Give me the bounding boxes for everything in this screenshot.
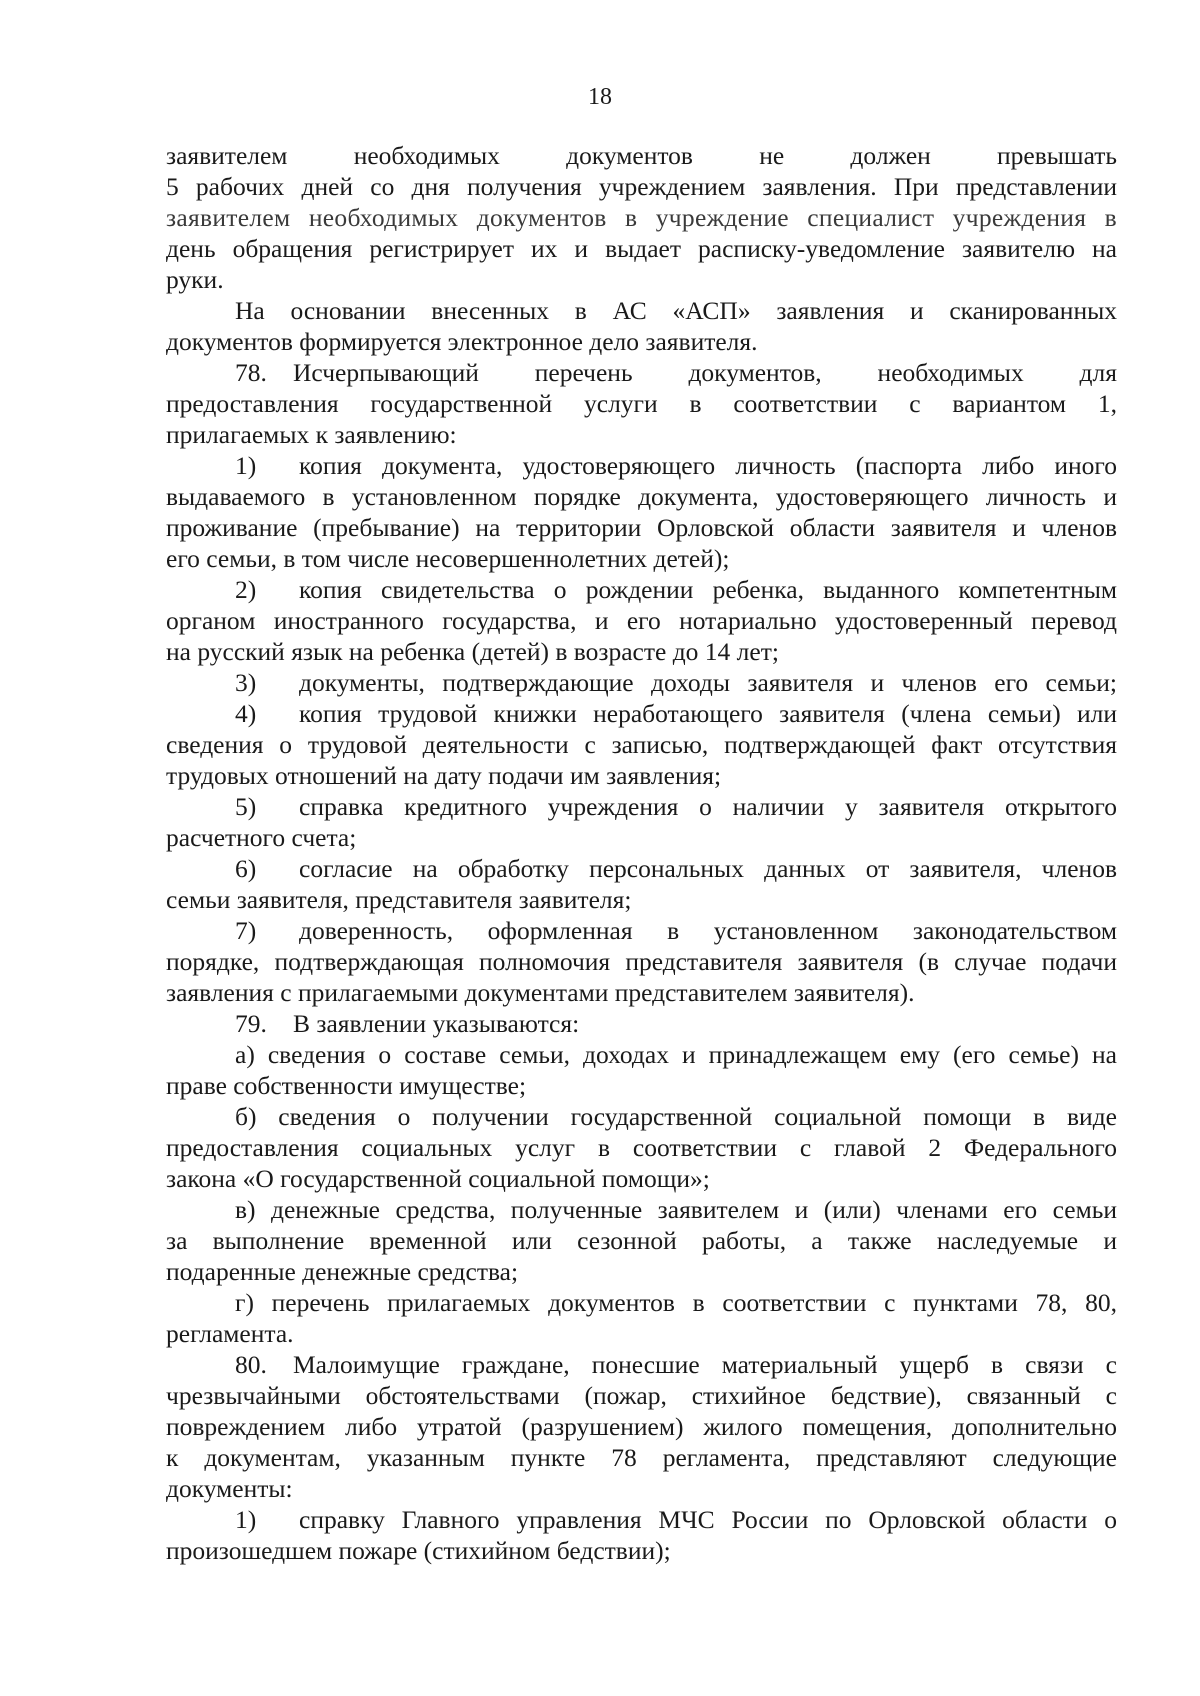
line-text: документы, подтверждающие доходы заявителя и членов его семьи; bbox=[299, 668, 1117, 697]
line-text: трудовых отношений на дату подачи им заявления; bbox=[166, 761, 722, 790]
line-text: прилагаемых к заявлению: bbox=[166, 420, 457, 449]
line-text: подаренные денежные средства; bbox=[166, 1257, 519, 1286]
text-line bbox=[166, 295, 1117, 326]
line-text: за выполнение временной или сезонной работы, а также наследуемые и bbox=[166, 1226, 1117, 1255]
line-text: согласие на обработку персональных данных от заявителя, членов bbox=[299, 854, 1117, 883]
text-line bbox=[166, 140, 1117, 171]
page-number: 18 bbox=[588, 84, 612, 110]
line-text: На основании внесенных в АС «АСП» заявления и сканированных bbox=[235, 296, 1117, 325]
line-text: заявителем необходимых документов в учреждение специалист учреждения в bbox=[166, 203, 1117, 232]
text-line bbox=[166, 1039, 1117, 1070]
line-text: расчетного счета; bbox=[166, 823, 357, 852]
line-text: семьи заявителя, представителя заявителя; bbox=[166, 885, 632, 914]
line-text: а) сведения о составе семьи, доходах и принадлежащем ему (его семье) на bbox=[235, 1040, 1117, 1069]
text-line bbox=[166, 388, 1117, 419]
line-text: копия документа, удостоверяющего личность (паспорта либо иного bbox=[299, 451, 1117, 480]
text-line bbox=[166, 1163, 1117, 1194]
text-line bbox=[166, 543, 1117, 574]
text-line bbox=[166, 1411, 1117, 1442]
line-text: его семьи, в том числе несовершеннолетних детей); bbox=[166, 544, 730, 573]
text-line bbox=[166, 822, 1117, 853]
item-number: 2) bbox=[235, 575, 257, 604]
text-line bbox=[166, 1070, 1117, 1101]
text-line bbox=[166, 326, 1117, 357]
line-text: копия свидетельства о рождении ребенка, выданного компетентным bbox=[299, 575, 1117, 604]
line-text: Исчерпывающий перечень документов, необходимых для bbox=[293, 358, 1117, 387]
item-number: 78. bbox=[235, 358, 267, 387]
text-line bbox=[166, 1318, 1117, 1349]
line-text: справка кредитного учреждения о наличии у заявителя открытого bbox=[299, 792, 1117, 821]
item-number: 1) bbox=[235, 451, 257, 480]
line-text: В заявлении указываются: bbox=[293, 1009, 580, 1038]
text-line bbox=[166, 1287, 1117, 1318]
text-line bbox=[166, 419, 1117, 450]
item-number: 79. bbox=[235, 1009, 267, 1038]
line-text: справку Главного управления МЧС России по Орловской области о bbox=[299, 1505, 1117, 1534]
line-text: 5 рабочих дней со дня получения учреждением заявления. При представлении bbox=[166, 172, 1117, 201]
text-line bbox=[166, 1008, 1117, 1039]
text-line bbox=[166, 512, 1117, 543]
text-line bbox=[166, 1225, 1117, 1256]
line-text: порядке, подтверждающая полномочия представителя заявителя (в случае подачи bbox=[166, 947, 1117, 976]
line-text: б) сведения о получении государственной социальной помощи в виде bbox=[235, 1102, 1117, 1131]
text-line bbox=[166, 1194, 1117, 1225]
text-line bbox=[166, 171, 1117, 202]
item-number: 4) bbox=[235, 699, 257, 728]
line-text: выдаваемого в установленном порядке документа, удостоверяющего личность и bbox=[166, 482, 1117, 511]
line-text: регламента. bbox=[166, 1319, 294, 1348]
line-text: проживание (пребывание) на территории Орловской области заявителя и членов bbox=[166, 513, 1117, 542]
text-line bbox=[166, 667, 1117, 698]
line-text: предоставления государственной услуги в соответствии с вариантом 1, bbox=[166, 389, 1117, 418]
text-line bbox=[166, 915, 1117, 946]
line-text: предоставления социальных услуг в соответствии с главой 2 Федерального bbox=[166, 1133, 1117, 1162]
line-text: на русский язык на ребенка (детей) в возрасте до 14 лет; bbox=[166, 637, 779, 666]
text-line bbox=[166, 357, 1117, 388]
text-line bbox=[166, 1256, 1117, 1287]
item-number: 6) bbox=[235, 854, 257, 883]
line-text: доверенность, оформленная в установленном законодательством bbox=[299, 916, 1117, 945]
text-line bbox=[166, 605, 1117, 636]
item-number: 5) bbox=[235, 792, 257, 821]
line-text: копия трудовой книжки неработающего заявителя (члена семьи) или bbox=[299, 699, 1117, 728]
line-text: день обращения регистрирует их и выдает расписку-уведомление заявителю на bbox=[166, 234, 1117, 263]
line-text: документы: bbox=[166, 1474, 293, 1503]
item-number: 7) bbox=[235, 916, 257, 945]
text-line bbox=[166, 233, 1117, 264]
item-number: 1) bbox=[235, 1505, 257, 1534]
text-line bbox=[166, 760, 1117, 791]
item-number: 80. bbox=[235, 1350, 267, 1379]
item-number: 3) bbox=[235, 668, 257, 697]
text-line bbox=[166, 636, 1117, 667]
text-line bbox=[166, 977, 1117, 1008]
text-line bbox=[166, 202, 1117, 233]
line-text: Малоимущие граждане, понесшие материальный ущерб в связи с bbox=[293, 1350, 1117, 1379]
line-text: руки. bbox=[166, 265, 224, 294]
text-line bbox=[166, 1101, 1117, 1132]
line-text: органом иностранного государства, и его нотариально удостоверенный перевод bbox=[166, 606, 1117, 635]
text-line bbox=[166, 1442, 1117, 1473]
text-line bbox=[166, 729, 1117, 760]
text-line bbox=[166, 1132, 1117, 1163]
text-line bbox=[166, 1535, 1117, 1566]
text-line bbox=[166, 946, 1117, 977]
text-line bbox=[166, 1504, 1117, 1535]
line-text: в) денежные средства, полученные заявителем и (или) членами его семьи bbox=[235, 1195, 1117, 1224]
text-line bbox=[166, 264, 1117, 295]
text-line bbox=[166, 574, 1117, 605]
text-line bbox=[166, 481, 1117, 512]
line-text: произошедшем пожаре (стихийном бедствии); bbox=[166, 1536, 671, 1565]
text-line bbox=[166, 853, 1117, 884]
line-text: заявителем необходимых документов не должен превышать bbox=[166, 141, 1117, 170]
text-line bbox=[166, 1473, 1117, 1504]
line-text: закона «О государственной социальной помощи»; bbox=[166, 1164, 710, 1193]
text-line bbox=[166, 450, 1117, 481]
document-body bbox=[166, 140, 1117, 1566]
line-text: к документам, указанным пункте 78 регламента, представляют следующие bbox=[166, 1443, 1117, 1472]
line-text: праве собственности имуществе; bbox=[166, 1071, 527, 1100]
line-text: документов формируется электронное дело заявителя. bbox=[166, 327, 758, 356]
line-text: сведения о трудовой деятельности с записью, подтверждающей факт отсутствия bbox=[166, 730, 1117, 759]
text-line bbox=[166, 1349, 1117, 1380]
line-text: заявления с прилагаемыми документами представителем заявителя). bbox=[166, 978, 915, 1007]
line-text: г) перечень прилагаемых документов в соответствии с пунктами 78, 80, bbox=[235, 1288, 1117, 1317]
text-line bbox=[166, 1380, 1117, 1411]
text-line bbox=[166, 791, 1117, 822]
text-line bbox=[166, 698, 1117, 729]
line-text: повреждением либо утратой (разрушением) жилого помещения, дополнительно bbox=[166, 1412, 1117, 1441]
line-text: чрезвычайными обстоятельствами (пожар, стихийное бедствие), связанный с bbox=[166, 1381, 1117, 1410]
text-line bbox=[166, 884, 1117, 915]
